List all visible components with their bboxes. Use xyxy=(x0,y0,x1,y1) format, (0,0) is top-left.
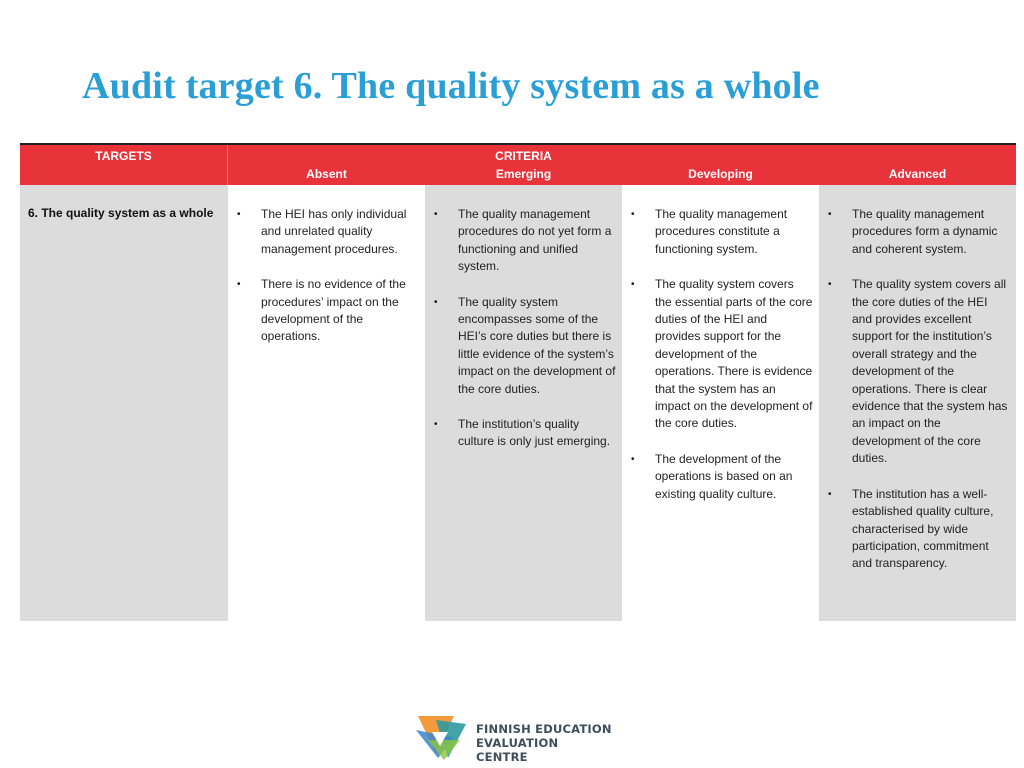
bullet-icon: • xyxy=(631,453,635,465)
karvi-logo-icon xyxy=(414,710,470,762)
bullet-icon: • xyxy=(631,279,635,291)
header-advanced-label: Advanced xyxy=(888,167,947,181)
bullet-icon: • xyxy=(828,488,832,500)
header-emerging xyxy=(425,145,622,185)
emerging-item xyxy=(425,294,622,398)
bullet-icon: • xyxy=(828,209,832,220)
header-developing xyxy=(622,145,819,185)
advanced-item-text: The institution has a well-established quality culture, characterised by wide participation, commitment and transparency. xyxy=(852,486,994,571)
emerging-item xyxy=(425,206,622,276)
emerging-item xyxy=(425,416,622,451)
karvi-logo xyxy=(414,710,614,762)
target-cell xyxy=(20,185,228,621)
advanced-cell xyxy=(819,185,1016,621)
advanced-item xyxy=(819,206,1016,258)
header-absent xyxy=(228,145,425,185)
table-header-row xyxy=(20,145,1016,186)
emerging-item-text: The quality management procedures do not yet form a functioning and unified system. xyxy=(458,207,612,274)
developing-item-text: The development of the operations is based on an existing quality culture. xyxy=(655,451,793,501)
criteria-table xyxy=(20,143,1016,621)
header-targets xyxy=(20,145,228,185)
absent-cell xyxy=(228,185,425,621)
emerging-item-text: The institution’s quality culture is only just emerging. xyxy=(458,417,611,449)
logo-line-2: EVALUATION CENTRE xyxy=(476,736,559,764)
header-advanced xyxy=(819,145,1016,185)
header-developing-label: Developing xyxy=(688,167,753,181)
logo-text xyxy=(476,722,614,764)
developing-item-text: The quality system covers the essential parts of the core duties of the HEI and provides support for the development of the operations. There is evidence that the system has an impact on the development of the core duties. xyxy=(655,277,813,431)
header-absent-label: Absent xyxy=(306,167,347,181)
logo-line-1: FINNISH EDUCATION xyxy=(476,722,612,736)
slide-title: Audit target 6. The quality system as a whole xyxy=(82,65,820,107)
bullet-icon: • xyxy=(237,279,241,291)
emerging-cell xyxy=(425,185,622,621)
advanced-item xyxy=(819,486,1016,573)
bullet-icon: • xyxy=(434,209,438,220)
header-targets-label: TARGETS xyxy=(95,149,152,163)
emerging-item-text: The quality system encompasses some of the HEI’s core duties but there is little evidence of the system’s impact on the development of the core duties. xyxy=(458,294,616,396)
absent-item xyxy=(228,206,425,258)
advanced-item-text: The quality system covers all the core duties of the HEI and provides excellent support for the institution’s overall strategy and the development of the operations. There is clear evidence that the system has an impact on the development of the core duties. xyxy=(852,277,1008,466)
advanced-list xyxy=(819,206,1016,573)
bullet-icon: • xyxy=(237,209,241,220)
header-emerging-label: Emerging xyxy=(495,167,552,181)
developing-item xyxy=(622,451,819,503)
target-name: 6. The quality system as a whole xyxy=(28,206,214,220)
developing-cell xyxy=(622,185,819,621)
absent-item-text: The HEI has only individual and unrelated quality management procedures. xyxy=(261,207,407,256)
developing-item-text: The quality management procedures constitute a functioning system. xyxy=(655,207,788,256)
developing-list xyxy=(622,206,819,503)
bullet-icon: • xyxy=(631,209,635,220)
absent-list xyxy=(228,206,425,346)
advanced-item-text: The quality management procedures form a dynamic and coherent system. xyxy=(852,207,998,256)
absent-item xyxy=(228,276,425,346)
developing-item xyxy=(622,206,819,258)
bullet-icon: • xyxy=(434,419,438,431)
bullet-icon: • xyxy=(828,279,832,291)
table-body-row xyxy=(20,185,1016,621)
emerging-list xyxy=(425,206,622,451)
bullet-icon: • xyxy=(434,296,438,308)
advanced-item xyxy=(819,276,1016,467)
header-criteria-label: CRITERIA xyxy=(495,149,552,163)
developing-item xyxy=(622,276,819,433)
absent-item-text: There is no evidence of the procedures’ impact on the development of the operations. xyxy=(261,277,406,344)
